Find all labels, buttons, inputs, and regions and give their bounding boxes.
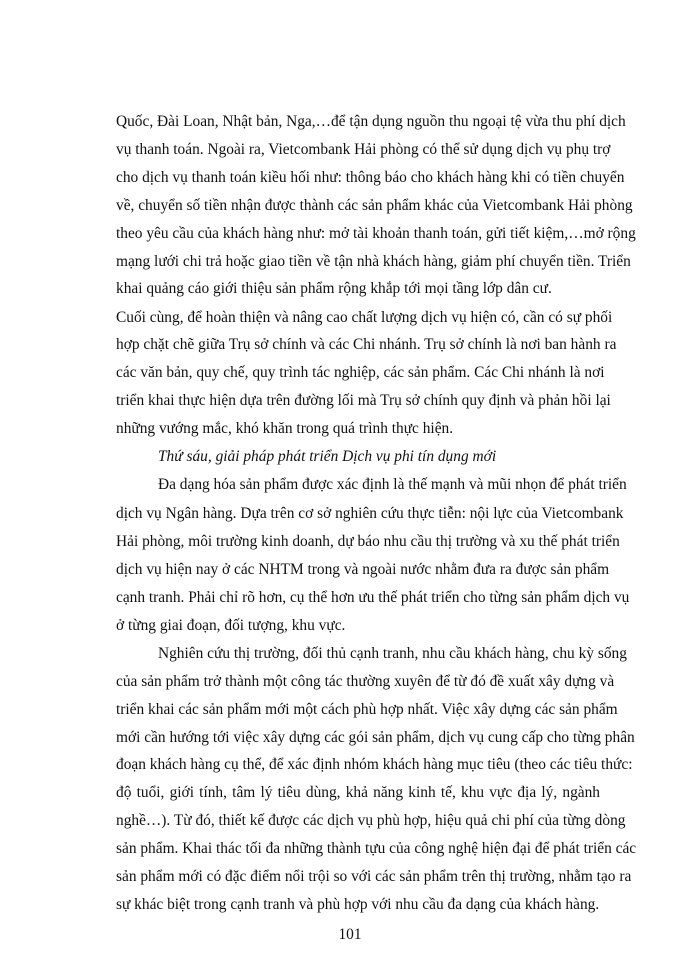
- text-line: triển khai các sản phẩm mới một cách phù hợp nhất. Việc xây dựng các sản phẩm: [116, 701, 618, 718]
- text-line: dịch vụ Ngân hàng. Dựa trên cơ sở nghiên cứu thực tiễn: nội lực của Vietcombank: [116, 505, 624, 522]
- text-line: dịch vụ hiện nay ở các NHTM trong và ngoài nước nhằm đưa ra được sản phẩm: [116, 561, 610, 578]
- text-line: đoạn khách hàng cụ thể, để xác định nhóm khách hàng mục tiêu (theo các tiêu thức:: [116, 756, 633, 773]
- text-line: Quốc, Đài Loan, Nhật bản, Nga,…để tận dụng nguồn thu ngoại tệ vừa thu phí dịch: [116, 113, 626, 130]
- text-line: Cuối cùng, để hoàn thiện và nâng cao chất lượng dịch vụ hiện có, cần có sự phối: [116, 309, 613, 326]
- text-line: Đa dạng hóa sản phẩm được xác định là thế mạnh và mũi nhọn để phát triển: [158, 476, 627, 493]
- text-line: theo yêu cầu của khách hàng như: mở tài khoản thanh toán, gửi tiết kiệm,…mở rộng: [116, 225, 636, 242]
- text-line: vụ thanh toán. Ngoài ra, Vietcombank Hải phòng có thể sử dụng dịch vụ phụ trợ: [116, 141, 611, 158]
- text-line: mới cần hướng tới việc xây dựng các gói sản phẩm, dịch vụ cung cấp cho từng phân: [116, 729, 635, 746]
- text-line: triển khai thực hiện dựa trên đường lối mà Trụ sở chính quy định và phản hồi lại: [116, 392, 611, 409]
- text-line: độ tuổi, giới tính, tâm lý tiêu dùng, khả năng kinh tế, khu vực địa lý, ngành: [116, 784, 600, 801]
- text-line: các văn bản, quy chế, quy trình tác nghiệp, các sản phẩm. Các Chi nhánh là nơi: [116, 364, 605, 381]
- text-line: sản phẩm mới có đặc điểm nổi trội so với các sản phẩm trên thị trường, nhằm tạo ra: [116, 868, 632, 885]
- text-line: ở từng giai đoạn, đối tượng, khu vực.: [116, 617, 346, 634]
- text-line: về, chuyển số tiền nhận được thành các sản phẩm khác của Vietcombank Hải phòng: [116, 197, 633, 214]
- text-line: sự khác biệt trong cạnh tranh và phù hợp với nhu cầu đa dạng của khách hàng.: [116, 896, 600, 913]
- text-line: cạnh tranh. Phải chỉ rõ hơn, cụ thể hơn ưu thế phát triển cho từng sản phẩm dịch vụ: [116, 589, 630, 606]
- text-line: Hải phòng, môi trường kinh doanh, dự báo nhu cầu thị trường và xu thế phát triển: [116, 533, 620, 550]
- section-heading: Thứ sáu, giải pháp phát triển Dịch vụ phi tín dụng mới: [158, 448, 497, 465]
- text-line: cho dịch vụ thanh toán kiều hối như: thông báo cho khách hàng khi có tiền chuyển: [116, 169, 625, 186]
- text-line: những vướng mắc, khó khăn trong quá trình thực hiện.: [116, 420, 454, 437]
- text-line: của sản phẩm trở thành một công tác thường xuyên để từ đó đề xuất xây dựng và: [116, 673, 615, 690]
- text-line: sản phẩm. Khai thác tối đa những thành tựu của công nghệ hiện đại để phát triển các: [116, 840, 637, 857]
- text-line: mạng lưới chi trả hoặc giao tiền về tận nhà khách hàng, giảm phí chuyển tiền. Triển: [116, 253, 631, 270]
- text-line: hợp chặt chẽ giữa Trụ sở chính và các Chi nhánh. Trụ sở chính là nơi ban hành ra: [116, 336, 617, 353]
- text-line: nghề…). Từ đó, thiết kế được các dịch vụ phù hợp, hiệu quả chi phí của từng dòng: [116, 812, 626, 829]
- text-line: Nghiên cứu thị trường, đối thủ cạnh tranh, nhu cầu khách hàng, chu kỳ sống: [158, 645, 627, 662]
- page-number: 101: [338, 926, 362, 943]
- text-line: khai quảng cáo giới thiệu sản phẩm rộng khắp tới mọi tầng lớp dân cư.: [116, 280, 552, 297]
